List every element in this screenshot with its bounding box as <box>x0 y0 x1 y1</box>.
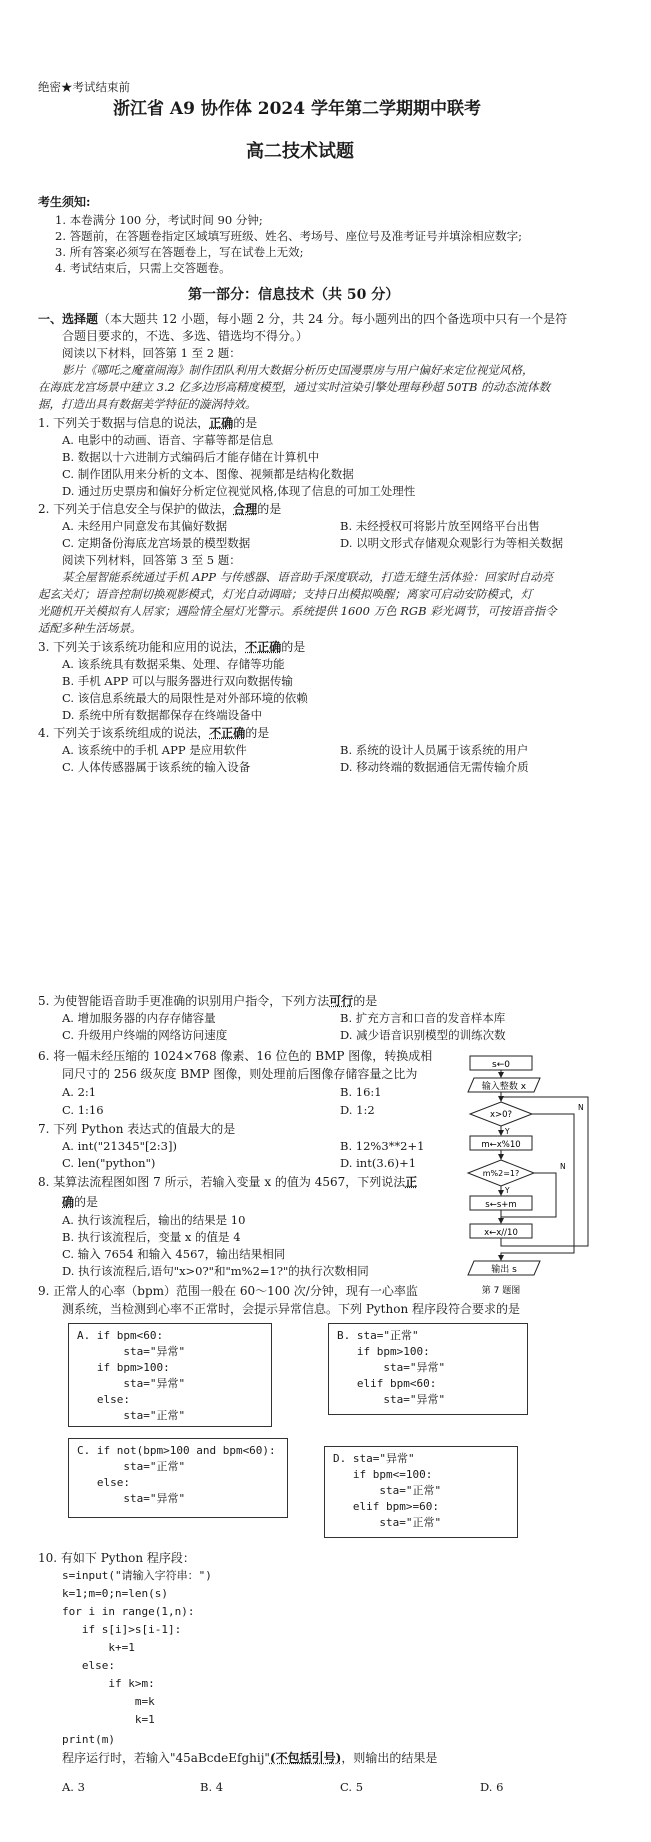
q8-option-b: B. 执行该流程后，变量 x 的值是 4 <box>62 1230 241 1244</box>
q10-code-line: k+=1 <box>62 1641 135 1654</box>
code-line: if bpm>100: <box>77 1361 170 1374</box>
material2-line: 起玄关灯；语音控制切换观影模式，灯光自动调暗；支持日出模拟唤醒；离家可启动安防模式，灯 <box>38 587 533 601</box>
q6-option-c: C. 1:16 <box>62 1103 104 1117</box>
q6-option-d: D. 1:2 <box>340 1103 375 1117</box>
q3-option-c: C. 该信息系统最大的局限性是对外部环境的依赖 <box>62 691 308 705</box>
q7-option-c: C. len("python") <box>62 1156 156 1170</box>
q3-option-a: A. 该系统具有数据采集、处理、存储等功能 <box>62 657 285 671</box>
q3-option-d: D. 系统中所有数据都保存在终端设备中 <box>62 708 263 722</box>
q5-option-b: B. 扩充方言和口音的发音样本库 <box>340 1011 506 1025</box>
q1-option-c: C. 制作团队用来分析的文本、图像、视频都是结构化数据 <box>62 467 354 481</box>
q10-ask: 程序运行时，若输入"45aBcdeEfghij"(不包括引号)，则输出的结果是 <box>62 1751 438 1765</box>
flow-no-label: N <box>560 1162 566 1171</box>
q8-stem-2: 确的是 <box>62 1195 99 1209</box>
flow-cond2-text: m%2=1? <box>482 1169 520 1178</box>
exam-subtitle: 高二技术试题 <box>246 141 354 162</box>
q1-option-b: B. 数据以十六进制方式编码后才能存储在计算机中 <box>62 450 320 464</box>
material1-line: 在海底龙宫场景中建立 3.2 亿多边形高精度模型，通过实时渲染引擎处理每秒超 50TB 的动态流体数 <box>38 380 551 394</box>
section-text-2: 合题目要求的，不选、多选、错选均不得分。） <box>62 329 309 343</box>
code-line: D. sta="异常" <box>333 1452 415 1465</box>
q10-code-line: s=input("请输入字符串：") <box>62 1569 212 1582</box>
q8-stem: 8. 某算法流程图如图 7 所示，若输入变量 x 的值为 4567，下列说法正 <box>38 1175 418 1189</box>
flow-yes-label: Y <box>505 1186 510 1195</box>
code-line: sta="正常" <box>77 1460 186 1473</box>
q2-option-d: D. 以明文形式存储观众观影行为等相关数据 <box>340 536 564 550</box>
exam-title: 浙江省 A9 协作体 2024 学年第二学期期中联考 <box>113 99 482 119</box>
q4-option-a: A. 该系统中的手机 APP 是应用软件 <box>62 743 247 757</box>
section-label: 一、选择题 <box>38 312 99 326</box>
flow-no-label: N <box>578 1103 584 1112</box>
q1-option-d: D. 通过历史票房和偏好分析定位视觉风格,体现了信息的可加工处理性 <box>62 484 416 498</box>
q9-option-d-box <box>324 1446 518 1538</box>
q6-stem-line: 同尺寸的 256 级灰度 BMP 图像，则处理前后图像存储容量之比为 <box>62 1067 418 1081</box>
q10-code-line: m=k <box>62 1695 155 1708</box>
q9-option-c-box <box>68 1438 288 1518</box>
q5-stem: 5. 为使智能语音助手更准确的识别用户指令，下列方法可行的是 <box>38 994 378 1008</box>
flow-output-text: 输出 s <box>491 1265 517 1275</box>
q5-option-a: A. 增加服务器的内存存储容量 <box>62 1011 216 1025</box>
q5-option-d: D. 减少语音识别模型的训练次数 <box>340 1028 506 1042</box>
code-line: sta="正常" <box>333 1484 442 1497</box>
q10-code-line: k=1 <box>62 1713 155 1726</box>
q10-code-line: for i in range(1,n): <box>62 1605 195 1618</box>
material2-line: 光随机开关模拟有人居家；遇险情全屋灯光警示。系统提供 1600 万色 RGB 彩光调节，可按语音指令 <box>38 604 557 618</box>
code-line: else: <box>77 1393 130 1406</box>
q6-stem-line: 6. 将一幅未经压缩的 1024×768 像素、16 位色的 BMP 图像，转换成相 <box>38 1049 433 1063</box>
code-line: sta="正常" <box>77 1409 186 1422</box>
secret-mark: 绝密★考试结束前 <box>38 80 130 94</box>
code-line: if bpm<=100: <box>333 1468 433 1481</box>
q7-option-a: A. int("21345"[2:3]) <box>62 1139 177 1153</box>
q4-option-b: B. 系统的设计人员属于该系统的用户 <box>340 743 529 757</box>
q2-option-b: B. 未经授权可将影片放至网络平台出售 <box>340 519 540 533</box>
flow-input-text: 输入整数 x <box>481 1082 527 1092</box>
q8-option-a: A. 执行该流程后，输出的结果是 10 <box>62 1213 246 1227</box>
code-line: if bpm>100: <box>337 1345 430 1358</box>
q9-stem-2: 测系统，当检测到心率不正常时，会提示异常信息。下列 Python 程序段符合要求的是 <box>62 1302 520 1316</box>
code-line: sta="异常" <box>77 1492 186 1505</box>
q2-option-c: C. 定期备份海底龙宫场景的模型数据 <box>62 536 251 550</box>
notice-item: 3. 所有答案必须写在答题卷上，写在试卷上无效; <box>55 245 304 259</box>
q10-code-line: k=1;m=0;n=len(s) <box>62 1587 168 1600</box>
q2-option-a: A. 未经用户同意发布其偏好数据 <box>62 519 228 533</box>
material2-line: 适配多种生活场景。 <box>38 621 142 635</box>
flow-caption: 第 7 题图 <box>481 1286 521 1296</box>
q10-code-line: print(m) <box>62 1733 115 1746</box>
q6-option-b: B. 16:1 <box>340 1085 382 1099</box>
q4-option-c: C. 人体传感器属于该系统的输入设备 <box>62 760 251 774</box>
q10-option-a: A. 3 <box>62 1780 85 1794</box>
q10-option-b: B. 4 <box>200 1780 224 1794</box>
code-line: else: <box>77 1476 130 1489</box>
q3-stem: 3. 下列关于该系统功能和应用的说法，不正确的是 <box>38 640 306 654</box>
flow-yes-label: Y <box>505 1127 510 1136</box>
q2-stem: 2. 下列关于信息安全与保护的做法，合理的是 <box>38 502 282 516</box>
flow-step1-text: m←x%10 <box>481 1140 521 1150</box>
q9-option-b-box <box>328 1323 528 1415</box>
notice-item: 4. 考试结束后，只需上交答题卷。 <box>55 261 231 275</box>
material2-intro: 阅读下列材料，回答第 3 至 5 题： <box>62 553 241 567</box>
q8-option-d: D. 执行该流程后,语句"x>0?"和"m%2=1?"的执行次数相同 <box>62 1264 369 1278</box>
material1-line: 影片《哪吒之魔童闹海》制作团队利用大数据分析历史国漫票房与用户偏好来定位视觉风格， <box>62 363 534 377</box>
flowchart-figure <box>450 1053 600 1309</box>
q9-option-a-box <box>68 1323 272 1427</box>
q7-stem: 7. 下列 Python 表达式的值最大的是 <box>38 1122 236 1136</box>
q3-option-b: B. 手机 APP 可以与服务器进行双向数据传输 <box>62 674 293 688</box>
q10-option-c: C. 5 <box>340 1780 364 1794</box>
notice-item: 1. 本卷满分 100 分，考试时间 90 分钟; <box>55 213 263 227</box>
material2-line: 某全屋智能系统通过手机 APP 与传感器、语音助手深度联动，打造无缝生活体验：回家时自动亮 <box>62 570 554 584</box>
flow-step3-text: x←x//10 <box>484 1228 518 1238</box>
code-line: sta="异常" <box>77 1377 186 1390</box>
q9-stem: 9. 正常人的心率（bpm）范围一般在 60～100 次/分钟，现有一心率监 <box>38 1284 418 1298</box>
q10-option-d: D. 6 <box>480 1780 504 1794</box>
code-line: sta="异常" <box>77 1345 186 1358</box>
q8-option-c: C. 输入 7654 和输入 4567，输出结果相同 <box>62 1247 286 1261</box>
code-line: sta="异常" <box>337 1361 446 1374</box>
section-text: （本大题共 12 小题，每小题 2 分，共 24 分。每小题列出的四个备选项中只有一个是符 <box>98 312 568 326</box>
q1-option-a: A. 电影中的动画、语音、字幕等都是信息 <box>62 433 274 447</box>
q1-stem: 1. 下列关于数据与信息的说法，正确的是 <box>38 416 258 430</box>
code-line: sta="异常" <box>337 1393 446 1406</box>
q10-stem: 10. 有如下 Python 程序段： <box>38 1551 195 1565</box>
q10-code-line: else: <box>62 1659 115 1672</box>
code-line: sta="正常" <box>333 1516 442 1529</box>
q10-code-line: if k>m: <box>62 1677 155 1690</box>
material1-intro: 阅读以下材料，回答第 1 至 2 题： <box>62 346 241 360</box>
code-line: A. if bpm<60: <box>77 1329 164 1342</box>
q10-code-line: if s[i]>s[i-1]: <box>62 1623 182 1636</box>
q6-option-a: A. 2:1 <box>62 1085 97 1099</box>
code-line: C. if not(bpm>100 and bpm<60): <box>77 1444 276 1457</box>
notice-heading: 考生须知: <box>38 195 91 209</box>
part1-title: 第一部分：信息技术（共 50 分） <box>188 287 400 303</box>
code-line: B. sta="正常" <box>337 1329 419 1342</box>
q7-option-b: B. 12%3**2+1 <box>340 1139 425 1153</box>
q7-option-d: D. int(3.6)+1 <box>340 1156 417 1170</box>
q4-stem: 4. 下列关于该系统组成的说法，不正确的是 <box>38 726 270 740</box>
code-line: elif bpm<60: <box>337 1377 437 1390</box>
material1-line: 据，打造出具有数据美学特征的漩涡特效。 <box>38 397 257 411</box>
flow-init-text: s←0 <box>492 1060 510 1070</box>
flow-step2-text: s←s+m <box>485 1200 517 1210</box>
code-line: elif bpm>=60: <box>333 1500 439 1513</box>
notice-item: 2. 答题前，在答题卷指定区域填写班级、姓名、考场号、座位号及准考证号并填涂相应数字; <box>55 229 522 243</box>
q4-option-d: D. 移动终端的数据通信无需传输介质 <box>340 760 529 774</box>
flow-cond1-text: x>0? <box>489 1110 513 1120</box>
q5-option-c: C. 升级用户终端的网络访问速度 <box>62 1028 228 1042</box>
